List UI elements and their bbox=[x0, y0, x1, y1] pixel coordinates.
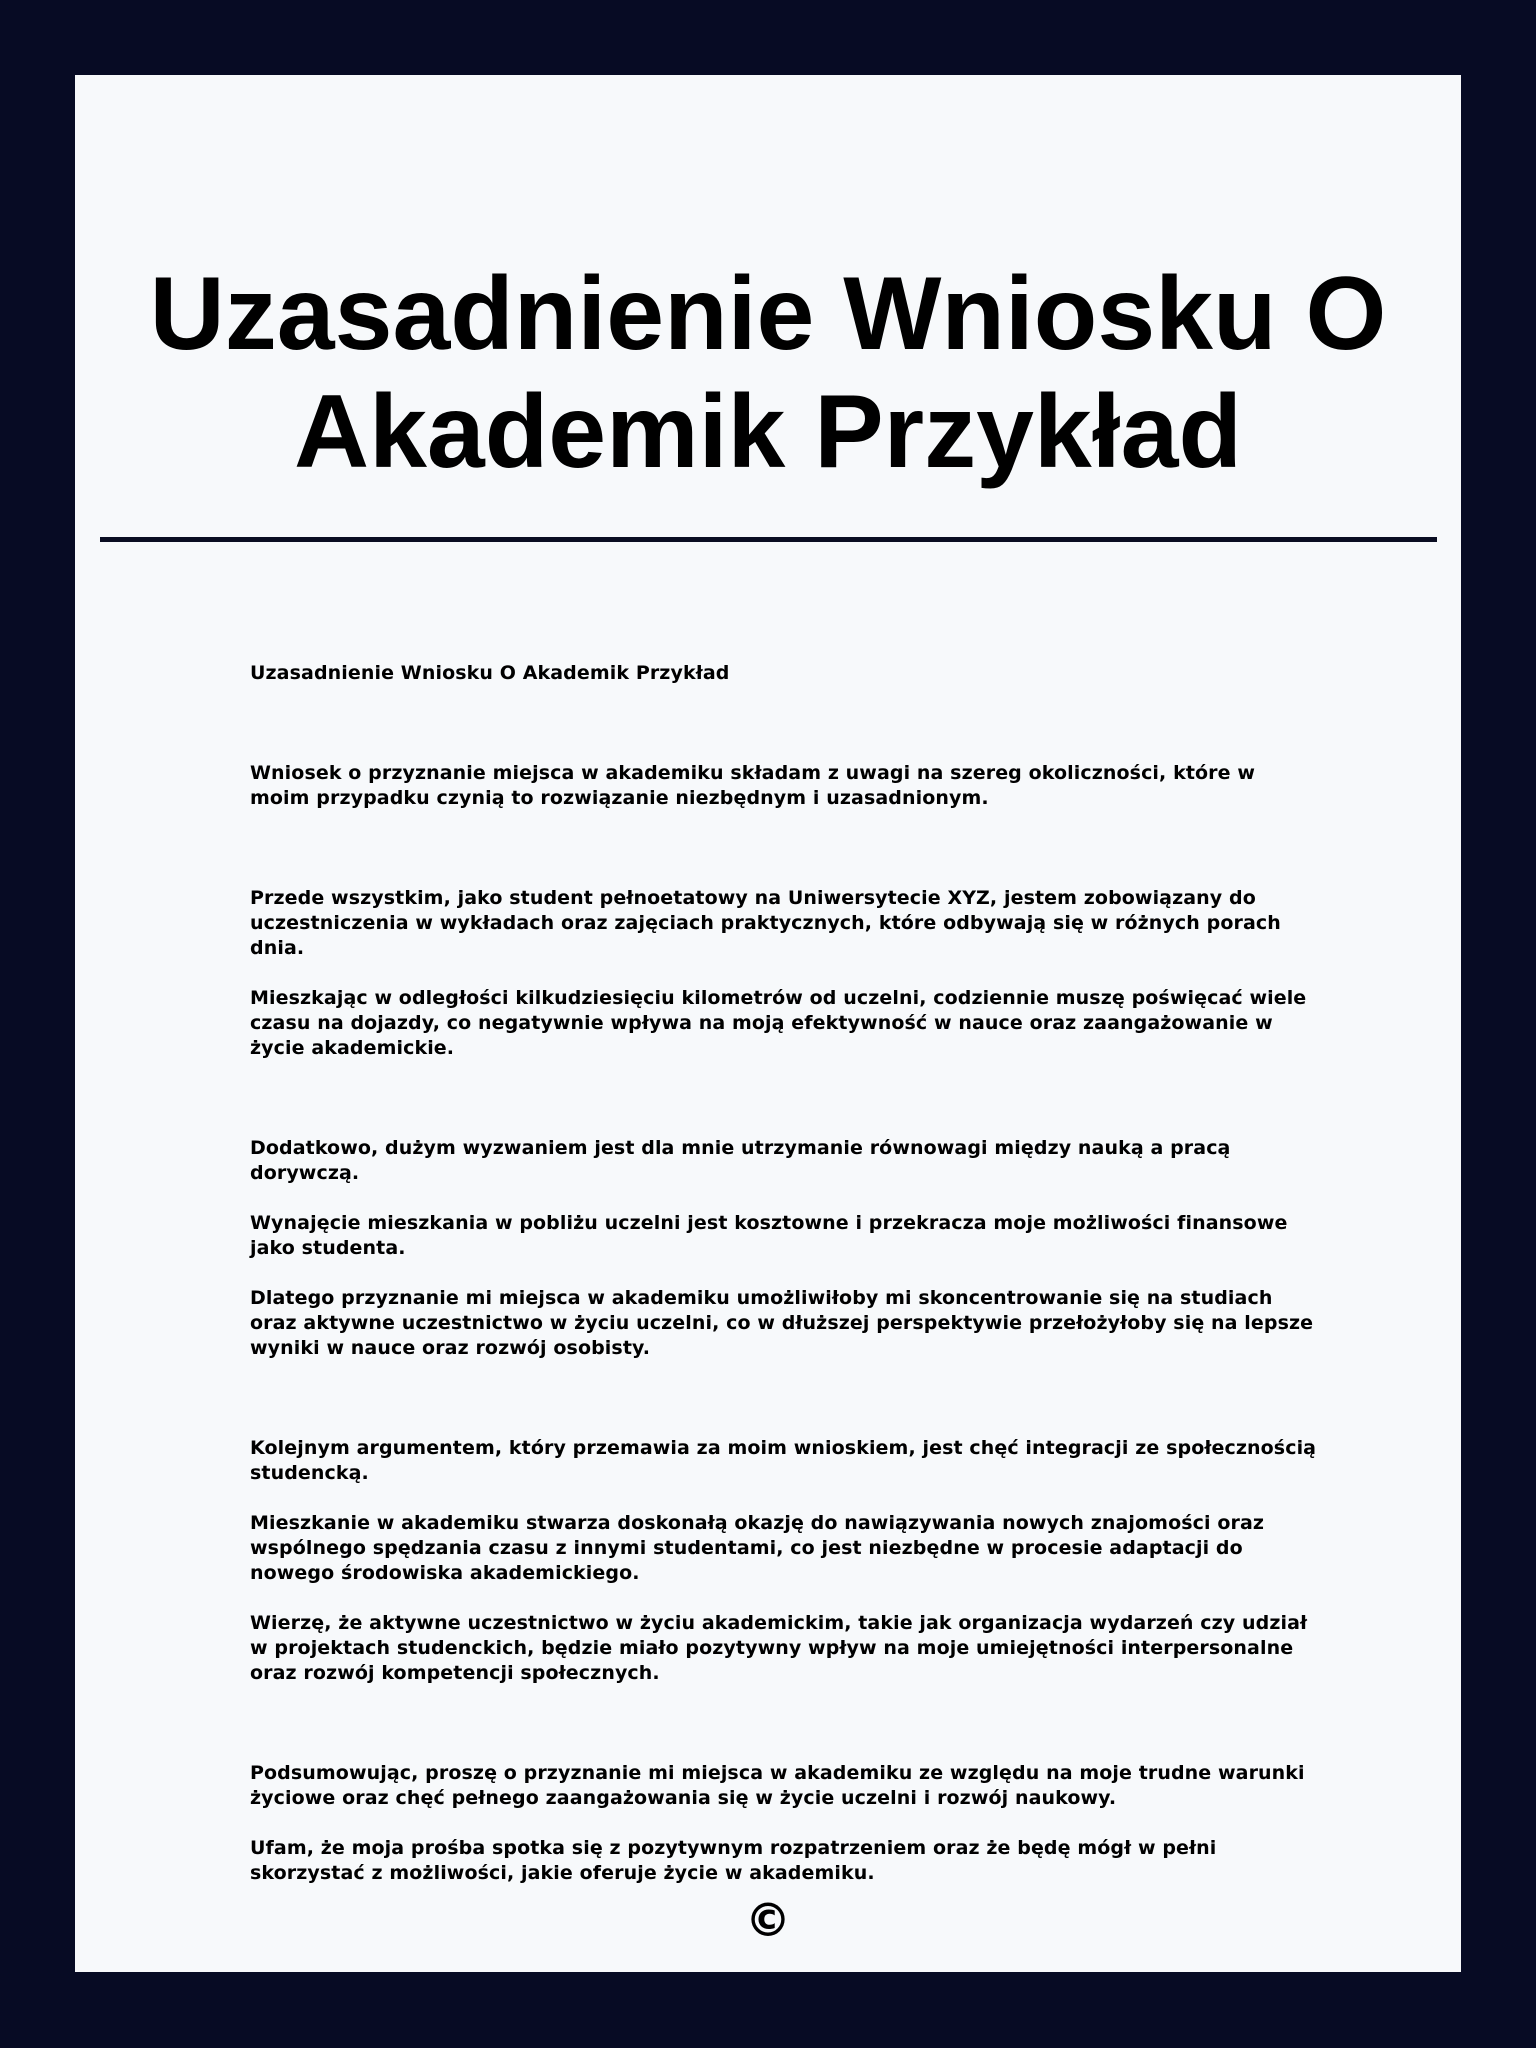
paragraph: Dlatego przyznanie mi miejsca w akademiku umożliwiłoby mi skoncentrowanie się na studiach oraz aktywne uczestnictwo w życiu uczelni, co w dłuższej perspektywie przełożyłoby się na lepsze wyniki w nauce oraz rozwój osobisty. bbox=[250, 1287, 1314, 1359]
paragraph: Wynajęcie mieszkania w pobliżu uczelni jest kosztowne i przekracza moje możliwości finansowe jako studenta. bbox=[250, 1212, 1288, 1259]
page-title: Uzasadnienie Wniosku O Akademik Przykład bbox=[149, 256, 1387, 490]
paragraph: Przede wszystkim, jako student pełnoetatowy na Uniwersytecie XYZ, jestem zobowiązany do uczestniczenia w wykładach oraz zajęciach praktycznych, które odbywają się w różnych porach dnia. bbox=[250, 887, 1281, 959]
document-page bbox=[75, 75, 1461, 1972]
document-body bbox=[250, 661, 1320, 1886]
title-divider bbox=[100, 537, 1437, 542]
copyright-icon: © bbox=[745, 1893, 791, 1947]
paragraph: Wniosek o przyznanie miejsca w akademiku składam z uwagi na szereg okoliczności, które w moim przypadku czynią to rozwiązanie niezbędnym i uzasadnionym. bbox=[250, 762, 1255, 809]
paragraph: Wierzę, że aktywne uczestnictwo w życiu akademickim, takie jak organizacja wydarzeń czy udział w projektach studenckich, będzie miało pozytywny wpływ na moje umiejętności interpersonalne oraz rozwój kompetencji społecznych. bbox=[250, 1612, 1308, 1684]
paragraph: Mieszkając w odległości kilkudziesięciu kilometrów od uczelni, codziennie muszę poświęcać wiele czasu na dojazdy, co negatywnie wpływa na moją efektywność w nauce oraz zaangażowanie w życie akademickie. bbox=[250, 987, 1307, 1059]
paragraph: Dodatkowo, dużym wyzwaniem jest dla mnie utrzymanie równowagi między nauką a pracą dorywczą. bbox=[250, 1137, 1231, 1184]
paragraph: Kolejnym argumentem, który przemawia za moim wnioskiem, jest chęć integracji ze społecznością studencką. bbox=[250, 1437, 1317, 1484]
paragraph: Podsumowując, proszę o przyznanie mi miejsca w akademiku ze względu na moje trudne warunki życiowe oraz chęć pełnego zaangażowania się w życie uczelni i rozwój naukowy. bbox=[250, 1762, 1305, 1809]
body-heading: Uzasadnienie Wniosku O Akademik Przykład bbox=[250, 662, 730, 684]
paragraph: Mieszkanie w akademiku stwarza doskonałą okazję do nawiązywania nowych znajomości oraz wspólnego spędzania czasu z innymi studentami, co jest niezbędne w procesie adaptacji do nowego środowiska akademickiego. bbox=[250, 1512, 1265, 1584]
paragraph: Ufam, że moja prośba spotka się z pozytywnym rozpatrzeniem oraz że będę mógł w pełni skorzystać z możliwości, jakie oferuje życie w akademiku. bbox=[250, 1837, 1217, 1884]
